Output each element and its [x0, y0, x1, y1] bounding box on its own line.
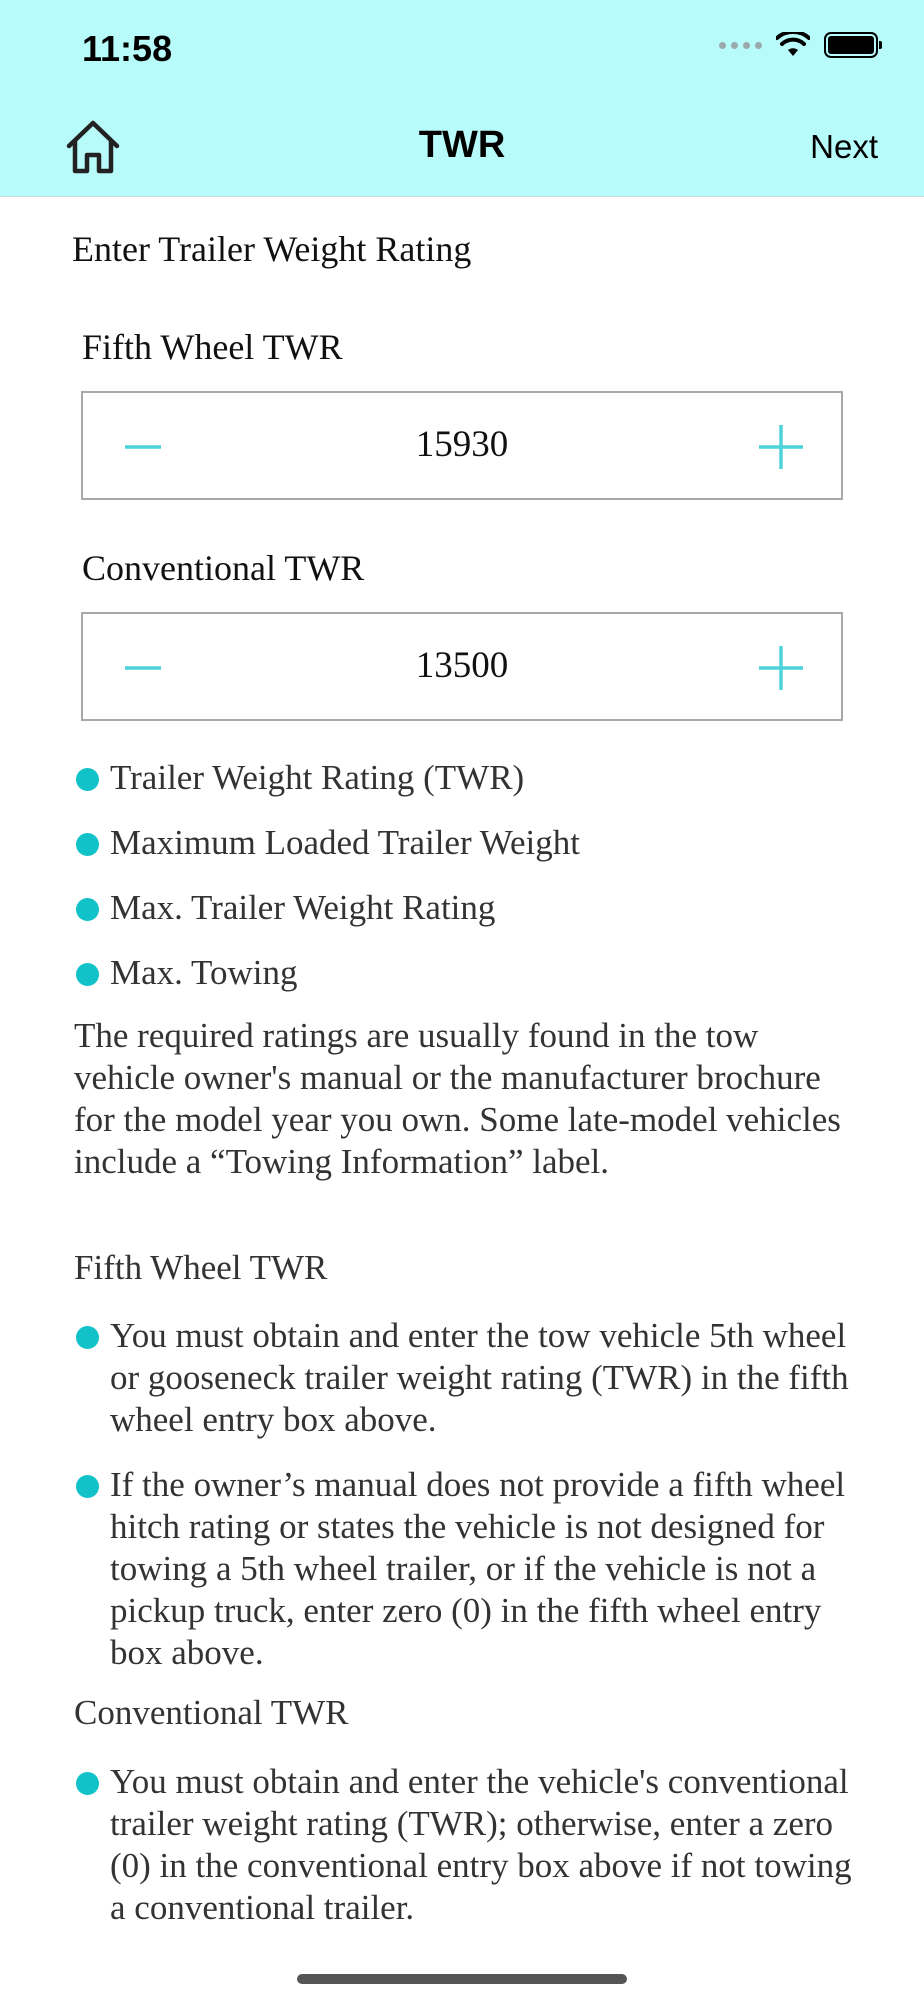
list-item: [74, 1761, 864, 1929]
bullet-dot: [76, 963, 99, 986]
list-item-text: You must obtain and enter the tow vehicle 5th wheel or gooseneck trailer weight rating (TWR) in the fifth wheel entry box above.: [110, 1316, 849, 1439]
list-item: [74, 1464, 864, 1674]
battery-icon: [824, 32, 878, 58]
intro-text: Enter Trailer Weight Rating: [72, 229, 472, 269]
conventional-value[interactable]: 13500: [415, 645, 509, 686]
info-paragraph: The required ratings are usually found in the tow vehicle owner's manual or the manufacturer brochure for the model year you own. Some late-model vehicles include a “Towing Information” label.: [74, 1016, 841, 1181]
list-item-text: Trailer Weight Rating (TWR): [110, 758, 525, 797]
minus-icon[interactable]: [117, 421, 169, 473]
page-title: TWR: [418, 124, 506, 166]
bullet-dot: [76, 1772, 99, 1795]
next-button[interactable]: Next: [810, 128, 878, 165]
fifth-wheel-label: Fifth Wheel TWR: [82, 327, 343, 367]
list-item: [74, 1315, 864, 1441]
list-item: [74, 952, 864, 994]
fifth-wheel-section-heading: Fifth Wheel TWR: [74, 1248, 328, 1287]
plus-icon[interactable]: [755, 421, 807, 473]
list-item-text: Max. Trailer Weight Rating: [110, 888, 496, 927]
plus-icon[interactable]: [755, 642, 807, 694]
fifth-wheel-stepper: [81, 391, 843, 500]
list-item-text: Maximum Loaded Trailer Weight: [110, 823, 580, 862]
bullet-dot: [76, 898, 99, 921]
minus-icon[interactable]: [117, 642, 169, 694]
bullet-dot: [76, 1475, 99, 1498]
list-item-text: You must obtain and enter the vehicle's conventional trailer weight rating (TWR); otherwise, enter a zero (0) in the conventional entry box above if not towing a conventional trailer.: [110, 1762, 852, 1927]
navigation-header: [0, 0, 924, 197]
bullet-dot: [76, 1326, 99, 1349]
fifth-wheel-value[interactable]: 15930: [415, 424, 509, 465]
status-icons: [719, 32, 878, 58]
bullet-dot: [76, 833, 99, 856]
list-item: [74, 887, 864, 929]
conventional-stepper: [81, 612, 843, 721]
status-time: 11:58: [82, 28, 173, 69]
signal-icon: [719, 42, 762, 49]
conventional-label: Conventional TWR: [82, 548, 365, 588]
wifi-icon: [776, 32, 810, 58]
list-item-text: If the owner’s manual does not provide a fifth wheel hitch rating or states the vehicle is not designed for towing a 5th wheel trailer, or if the vehicle is not a pickup truck, enter zero (0) in the fifth wheel entry box above.: [110, 1465, 846, 1672]
list-item: [74, 822, 864, 864]
home-indicator: [297, 1974, 627, 1984]
conventional-section-heading: Conventional TWR: [74, 1693, 349, 1732]
list-item: [74, 757, 864, 799]
bullet-dot: [76, 768, 99, 791]
list-item-text: Max. Towing: [110, 953, 298, 992]
